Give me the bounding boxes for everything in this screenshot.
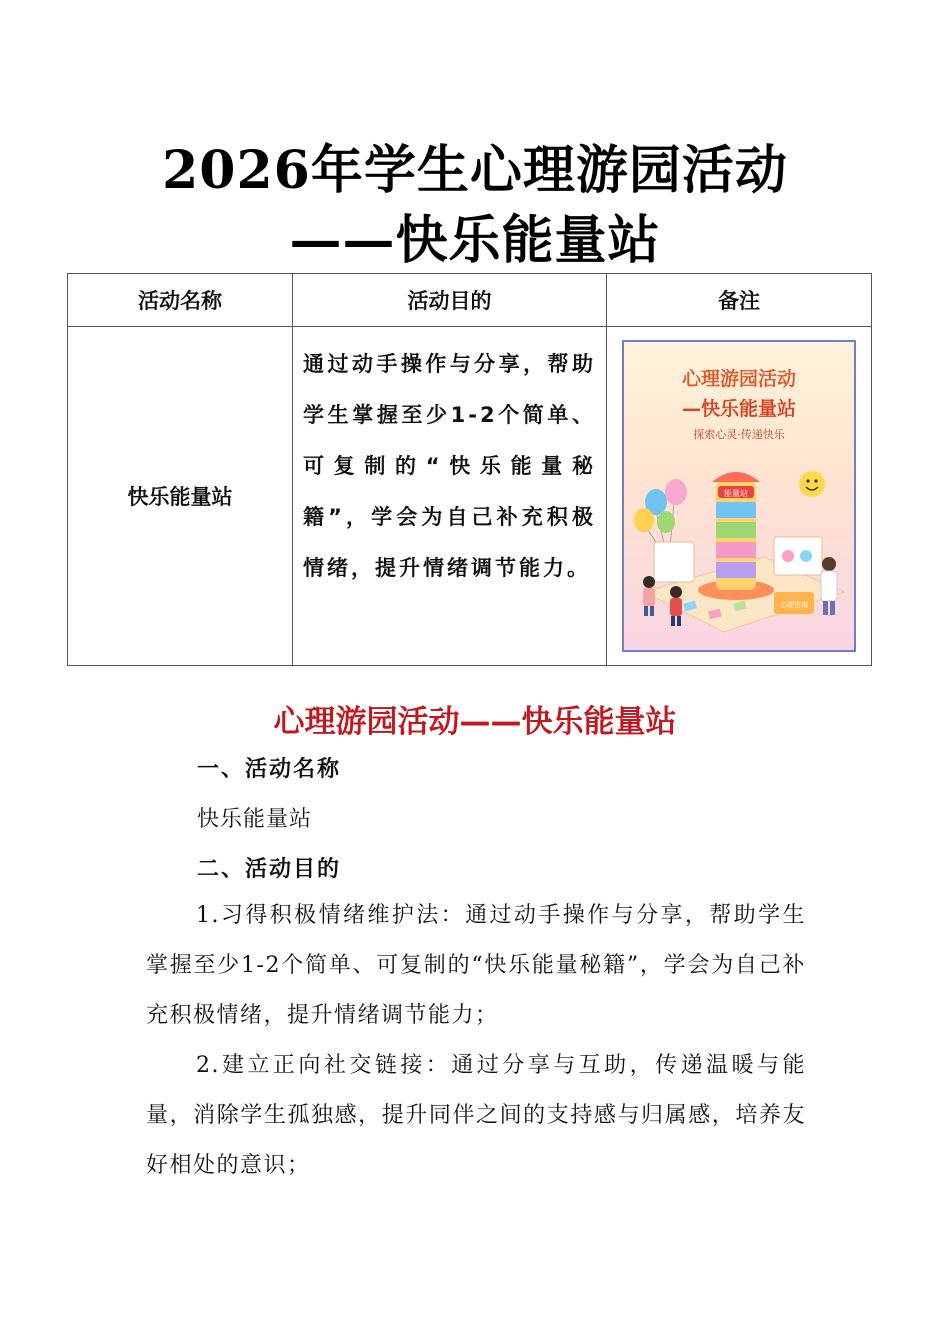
poster-booth-label: 心理咨询 (780, 601, 808, 609)
section-main-heading: 心理游园活动——快乐能量站 (273, 704, 677, 740)
document-title-line-1: 2026年学生心理游园活动 (162, 140, 788, 201)
header-activity-purpose: 活动目的 (293, 274, 607, 327)
activity-name-text: 快乐能量站 (197, 807, 313, 832)
activity-info-table (67, 273, 872, 666)
section-heading-activity-name: 一、活动名称 (197, 757, 342, 782)
header-remarks: 备注 (607, 274, 872, 327)
purpose-paragraph-2: 2.建立正向社交链接：通过分享与互助，传递温暖与能量，消除学生孤独感，提升同伴之间的支持感与归属感，培养友好相处的意识； (146, 1053, 806, 1178)
table-row (68, 327, 872, 666)
poster-title-1: 心理游园活动 (681, 368, 796, 390)
cell-activity-name: 快乐能量站 (68, 327, 293, 666)
poster-subtitle: 探索心灵·传递快乐 (693, 428, 785, 441)
poster-title-2: —快乐能量站 (681, 398, 796, 420)
document-title-line-2: ——快乐能量站 (289, 210, 661, 271)
header-activity-name: 活动名称 (68, 274, 293, 327)
activity-poster-image (622, 340, 856, 652)
cell-remarks (607, 327, 872, 666)
table-header-row (68, 274, 872, 327)
poster-illustration (624, 442, 854, 650)
poster-tower-label: 能量站 (724, 489, 748, 498)
cell-activity-purpose: 通过动手操作与分享，帮助学生掌握至少1-2个简单、可复制的“快乐能量秘籍”，学会为自己补充积极情绪，提升情绪调节能力。 (293, 327, 607, 666)
section-heading-activity-purpose: 二、活动目的 (197, 857, 342, 882)
purpose-paragraph-1: 1.习得积极情绪维护法：通过动手操作与分享，帮助学生掌握至少1-2个简单、可复制的“快乐能量秘籍”，学会为自己补充积极情绪，提升情绪调节能力； (146, 903, 806, 1028)
